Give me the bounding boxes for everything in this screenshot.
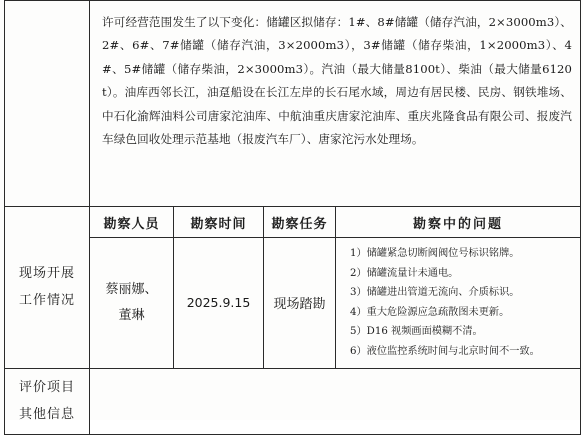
issue-item: 1）储罐紧急切断阀阀位号标识铭牌。: [350, 248, 520, 259]
inspectors-cell: [90, 238, 174, 369]
header-inspection-time: 勘察时间: [174, 207, 264, 238]
inspection-section-label: [5, 207, 90, 369]
scope-change-cell: [90, 1, 581, 207]
header-inspection-task: 勘察任务: [264, 207, 336, 238]
issue-item: 6）液位监控系统时间与北京时间不一致。: [350, 345, 540, 357]
inspection-label-line1: 现场开展: [18, 266, 75, 282]
scope-change-label-cell: [5, 1, 90, 207]
scope-change-row: [5, 1, 581, 207]
inspection-task: 现场踏勘: [264, 238, 336, 369]
inspector-names-line1: 蔡丽娜、: [105, 281, 158, 297]
issues-list: [350, 244, 574, 362]
evaluation-label-line2: 其他信息: [18, 407, 75, 423]
inspection-label-line2: 工作情况: [18, 293, 75, 309]
issue-item: 2）储罐流量计未通电。: [350, 267, 459, 279]
inspection-header-row: [5, 207, 581, 238]
scope-change-text: 许可经营范围发生了以下变化：储罐区拟储存：1#、8#储罐（储存汽油，2×3000m3）、2#、6#、7#储罐（储存汽油，3×2000m3），3#储罐（储存柴油，1×2000m3）、4#、5#储罐（储存柴油，2×3000m3）。汽油（最大储量8100t）、柴油（最大储量6120t）。油库西邻长江，油趸船设在长江左岸的长石尾水域，周边有居民楼、民房、钢铁堆场、中石化渝辉油料公司唐家沱油库、中航油重庆唐家沱油库、重庆兆隆食品有限公司、报废汽车绿色回收处理示范基地（报废汽车厂）、唐家沱污水处理场。: [102, 15, 572, 147]
evaluation-label-line1: 评价项目: [18, 380, 75, 396]
issues-cell: [336, 238, 581, 369]
evaluation-content-cell: [90, 368, 581, 434]
issue-item: 4）重大危险源应急疏散图未更新。: [350, 306, 510, 318]
evaluation-label: [5, 368, 90, 434]
inspection-date: 2025.9.15: [174, 238, 264, 369]
assessment-form-table: [4, 0, 581, 435]
issue-item: 5）D16 视频画面模糊不清。: [350, 326, 483, 338]
header-inspectors: 勘察人员: [90, 207, 174, 238]
issue-item: 3）储罐进出管道无流向、介质标识。: [350, 287, 520, 299]
evaluation-row: [5, 368, 581, 434]
inspector-names-line2: 董琳: [118, 307, 145, 323]
header-inspection-issues: 勘察中的问题: [336, 207, 581, 238]
inspection-data-row: [5, 238, 581, 369]
